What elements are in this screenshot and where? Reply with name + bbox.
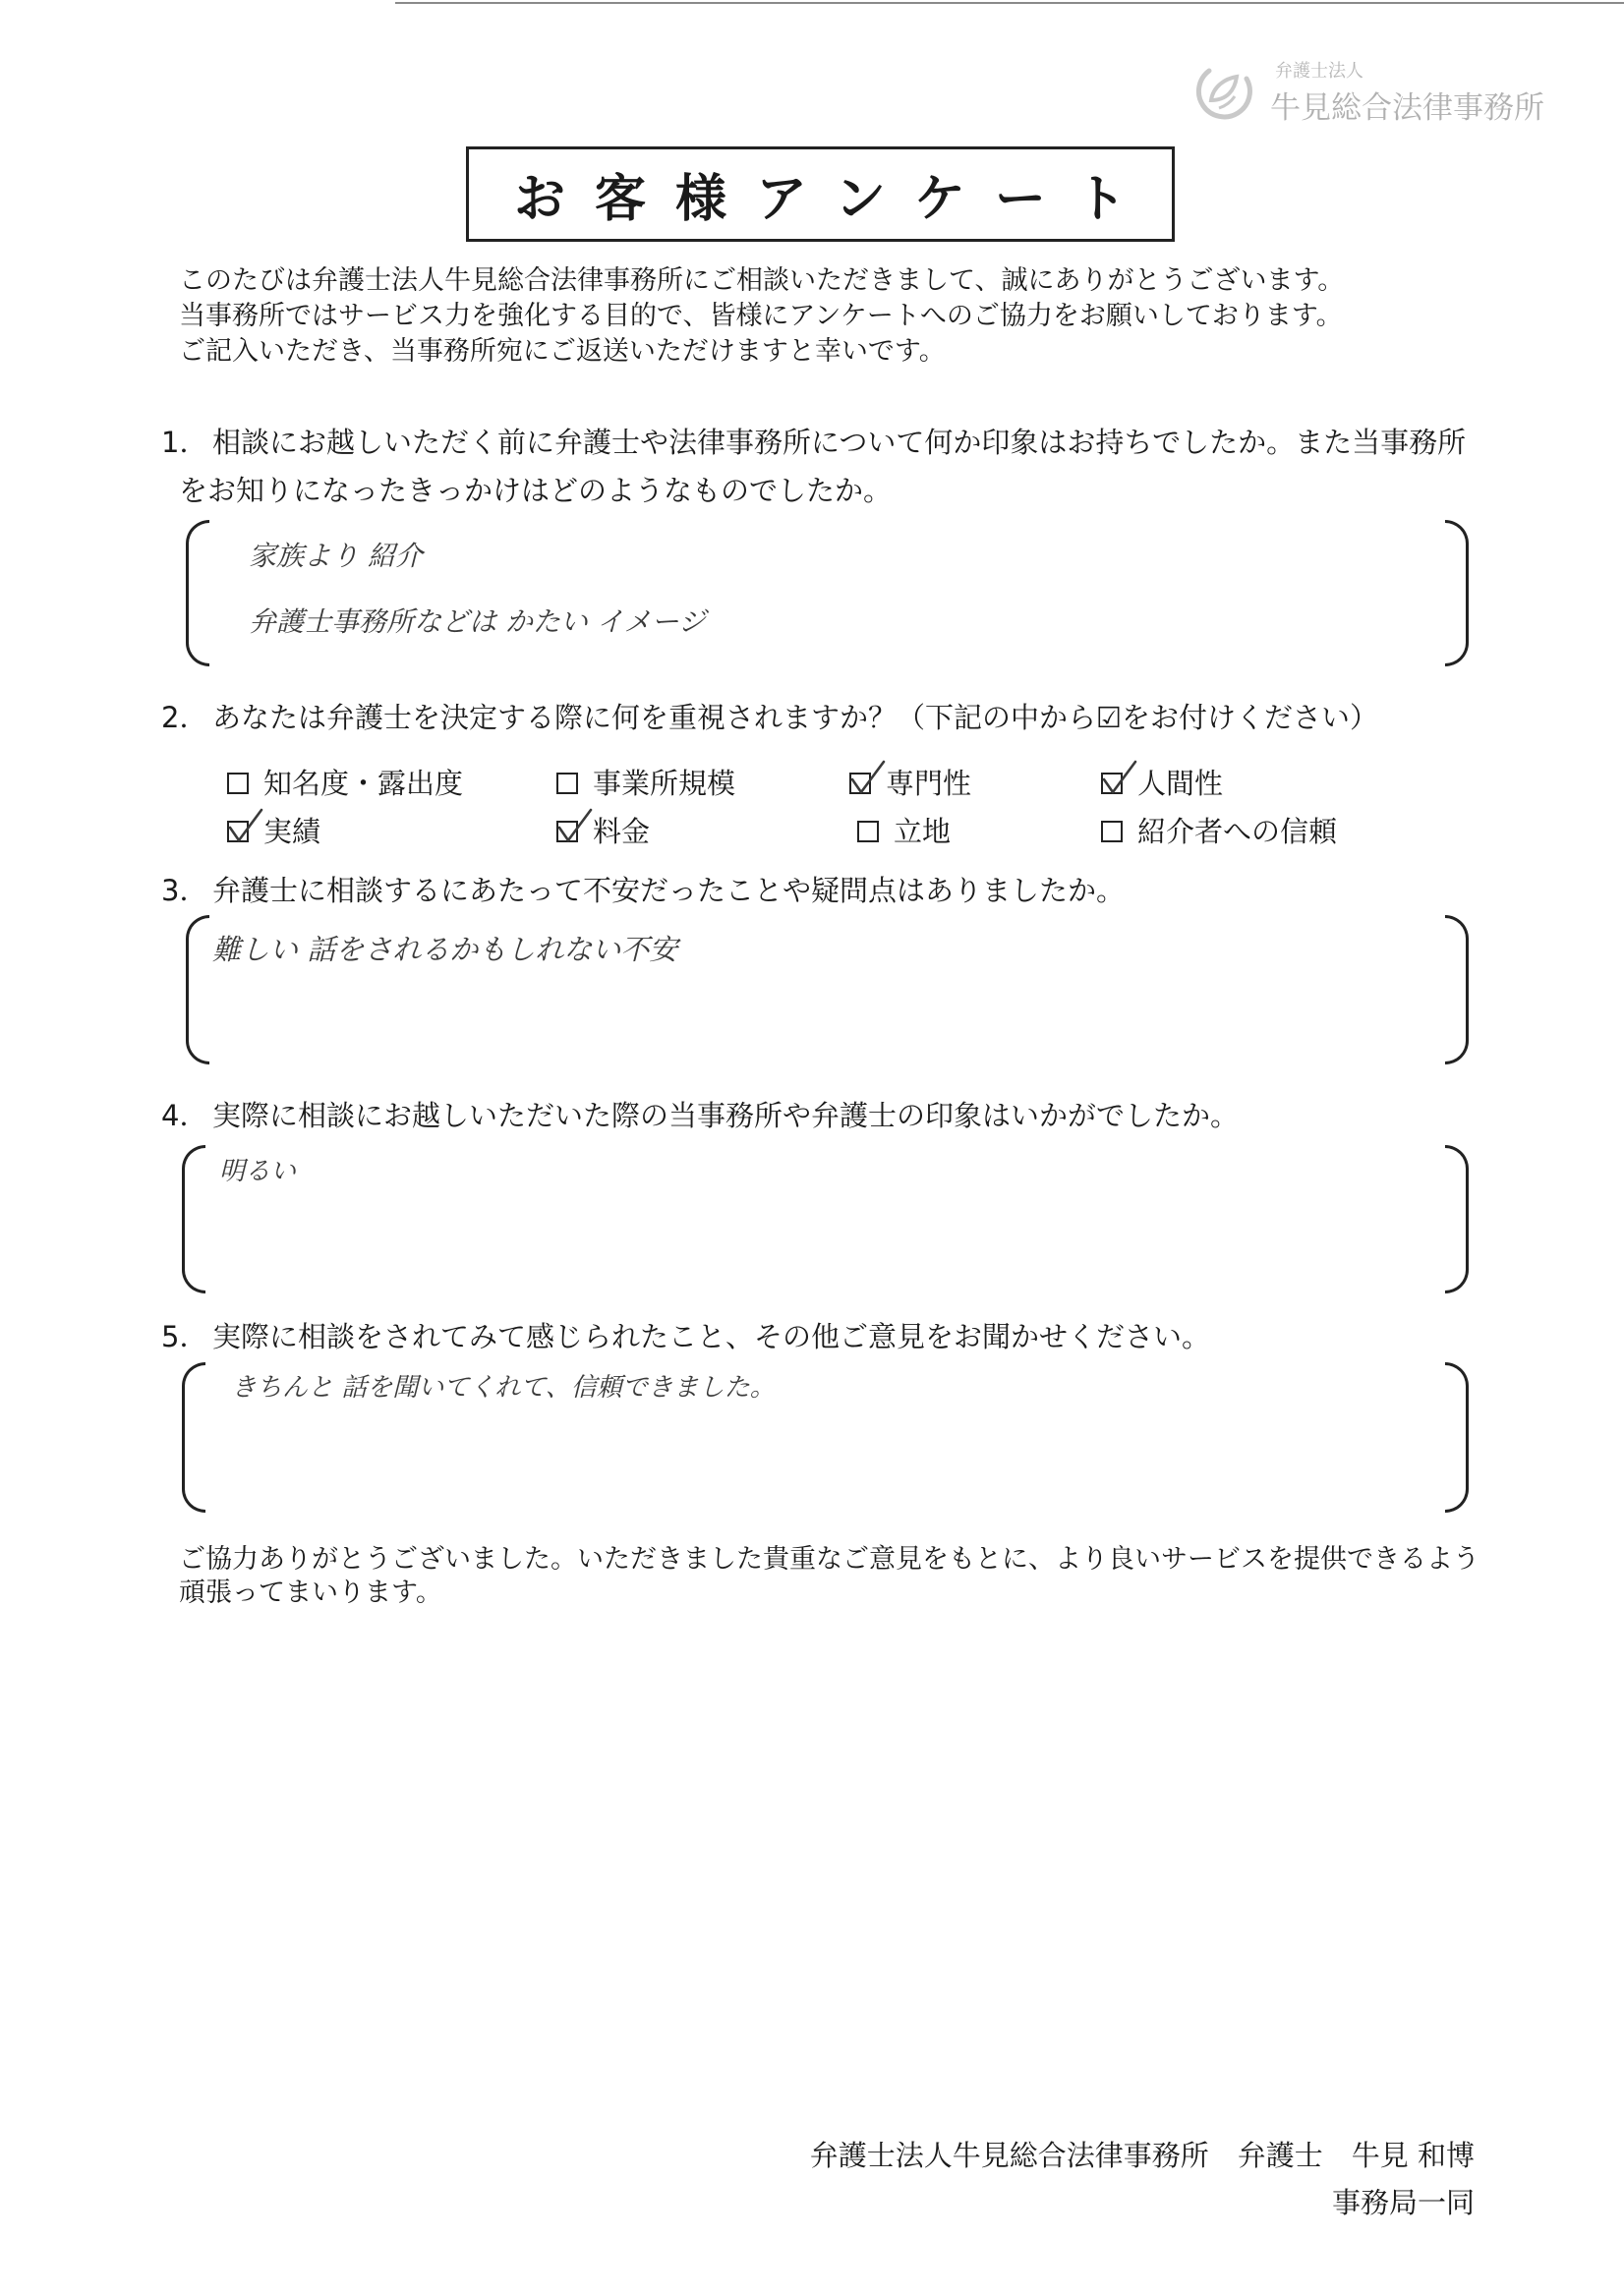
closing-line: ご協力ありがとうございました。いただきました貴重なご意見をもとに、より良いサービスを提供できるよう: [179, 1544, 1479, 1575]
question-text: あなたは弁護士を決定する際に何を重視されますか？（下記の中から☑をお付けください）: [212, 701, 1378, 734]
checkbox-checked: [1101, 773, 1123, 794]
checkbox: [1101, 821, 1123, 842]
answer-5-left-bracket: [182, 1362, 205, 1513]
title-box: [466, 146, 1175, 242]
option-firm-size: [556, 764, 735, 803]
footer-staff: 事務局一同: [1331, 2186, 1475, 2219]
answer-1-handwriting-line: 家族より 紹介: [249, 540, 423, 572]
firm-logo-icon: [1189, 59, 1258, 128]
footer-signature: 弁護士法人牛見総合法律事務所 弁護士 牛見 和博: [809, 2139, 1475, 2172]
checkbox: [227, 773, 249, 794]
option-label: 実績: [263, 815, 321, 848]
question-text: 実際に相談をされてみて感じられたこと、その他ご意見をお聞かせください。: [212, 1320, 1211, 1353]
check-mark-icon: [848, 760, 886, 797]
option-label: 立地: [894, 815, 952, 848]
option-track-record: [227, 812, 320, 851]
check-mark-icon: [555, 808, 593, 845]
option-fee: [556, 812, 650, 851]
answer-4-right-bracket: [1445, 1145, 1469, 1293]
answer-3-right-bracket: [1445, 915, 1469, 1064]
question-text: 相談にお越しいただく前に弁護士や法律事務所について何か印象はお持ちでしたか。また当事務所: [212, 426, 1467, 459]
question-number: 1．: [161, 426, 208, 459]
checkbox-checked: [227, 821, 249, 842]
scan-top-edge-line: [395, 2, 1624, 4]
question-1-continuation: をお知りになったきっかけはどのようなものでしたか。: [179, 474, 893, 507]
answer-4-handwriting: 明るい: [219, 1157, 297, 1186]
question-text: 弁護士に相談するにあたって不安だったことや疑問点はありましたか。: [212, 874, 1126, 907]
option-label: 知名度・露出度: [263, 767, 464, 800]
answer-3-handwriting: 難しい 話をされるかもしれない不安: [212, 933, 678, 966]
closing-line: 頑張ってまいります。: [179, 1578, 442, 1608]
option-expertise: [849, 764, 971, 803]
answer-1-right-bracket: [1445, 520, 1469, 666]
option-label: 専門性: [886, 767, 972, 800]
intro-paragraph: [179, 263, 1344, 370]
intro-line: このたびは弁護士法人牛見総合法律事務所にご相談いただきまして、誠にありがとうございます。: [179, 265, 1345, 296]
question-1: [161, 423, 1466, 462]
option-referrer-trust: [1101, 812, 1337, 851]
logo-subtitle: 弁護士法人: [1275, 61, 1363, 82]
checkbox-checked: [556, 821, 578, 842]
check-mark-icon: [226, 808, 263, 845]
option-personality: [1101, 764, 1223, 803]
question-number: 2．: [161, 701, 208, 734]
logo-firm-name: 牛見総合法律事務所: [1270, 90, 1544, 126]
answer-4-left-bracket: [182, 1145, 205, 1293]
option-location: [857, 812, 951, 851]
option-label: 料金: [593, 815, 651, 848]
question-3: [161, 871, 1125, 910]
question-number: 4．: [161, 1099, 208, 1132]
answer-3-left-bracket: [186, 915, 209, 1064]
option-label: 事業所規模: [593, 767, 736, 800]
question-number: 5．: [161, 1320, 208, 1353]
check-mark-icon: [1100, 760, 1137, 797]
answer-5-handwriting: きちんと 話を聞いてくれて、信頼できました。: [231, 1373, 776, 1403]
checkbox: [857, 821, 879, 842]
option-name-recognition: [227, 764, 463, 803]
answer-1-handwriting-line: 弁護士事務所などは かたい イメージ: [249, 605, 706, 638]
answer-1-left-bracket: [186, 520, 209, 666]
question-2: [161, 698, 1378, 737]
checkbox-checked: [849, 773, 871, 794]
question-number: 3．: [161, 874, 208, 907]
closing-paragraph: [179, 1543, 1479, 1610]
intro-line: 当事務所ではサービス力を強化する目的で、皆様にアンケートへのご協力をお願いしております。: [179, 301, 1343, 331]
option-label: 紹介者への信頼: [1137, 815, 1338, 848]
option-label: 人間性: [1137, 767, 1224, 800]
page-title: お客様アンケート: [514, 170, 1156, 229]
question-4: [161, 1096, 1239, 1135]
question-text: 実際に相談にお越しいただいた際の当事務所や弁護士の印象はいかがでしたか。: [212, 1099, 1240, 1132]
question-5: [161, 1317, 1210, 1356]
checkbox: [556, 773, 578, 794]
answer-5-right-bracket: [1445, 1362, 1469, 1513]
intro-line: ご記入いただき、当事務所宛にご返送いただけますと幸いです。: [179, 336, 946, 367]
